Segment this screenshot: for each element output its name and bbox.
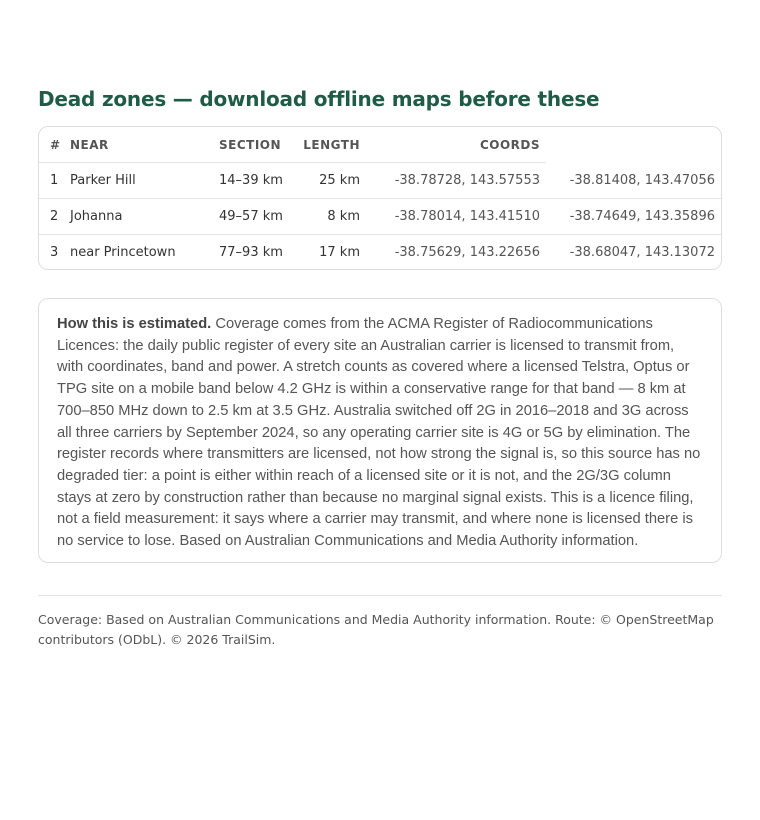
header-length: LENGTH [303, 127, 366, 163]
row-num: 1 [39, 163, 70, 199]
attribution-footer: Coverage: Based on Australian Communications and Media Authority information. Route: © OpenStreetMap contributors (ODbL). © 2026 TrailSim. [38, 612, 714, 647]
row-near: Johanna [70, 199, 219, 235]
header-coords: COORDS [366, 127, 546, 163]
row-coord-end: -38.81408, 143.47056 [569, 172, 715, 188]
row-coord-start: -38.78014, 143.41510 [366, 199, 546, 235]
row-length: 17 km [303, 235, 366, 271]
row-near: Parker Hill [70, 163, 219, 199]
row-section: 77–93 km [219, 235, 303, 271]
row-near: near Princetown [70, 235, 219, 271]
row-num: 3 [39, 235, 70, 271]
table-row [39, 163, 721, 199]
table-header-row [39, 127, 721, 163]
note-lead: How this is estimated. [57, 316, 212, 332]
row-section: 14–39 km [219, 163, 303, 199]
footer-divider [38, 595, 722, 596]
header-section: SECTION [219, 127, 303, 163]
table-row [39, 199, 721, 235]
row-coord-start: -38.78728, 143.57553 [366, 163, 546, 199]
row-num: 2 [39, 199, 70, 235]
table-row [39, 235, 721, 271]
estimation-note [38, 298, 722, 563]
row-length: 8 km [303, 199, 366, 235]
header-empty [546, 127, 721, 163]
page-title: Dead zones — download offline maps before these [38, 87, 600, 111]
row-section: 49–57 km [219, 199, 303, 235]
header-num: # [39, 127, 70, 163]
row-length: 25 km [303, 163, 366, 199]
dead-zones-table [38, 126, 722, 270]
row-coord-start: -38.75629, 143.22656 [366, 235, 546, 271]
row-coord-end: -38.68047, 143.13072 [546, 235, 721, 271]
note-body: Coverage comes from the ACMA Register of Radiocommunications Licences: the daily public register of every site an Australian carrier is licensed to transmit from, with coordinates, band and power. A stretch counts as covered where a licensed Telstra, Optus or TPG site on a mobile band below 4.2 GHz is within a conservative range for that band — 8 km at 700–850 MHz down to 2.5 km at 3.5 GHz. Australia switched off 2G in 2016–2018 and 3G across all three carriers by September 2024, so any operating carrier site is 4G or 5G by elimination. The register records where transmitters are licensed, not how strong the signal is, so this source has no degraded tier: a point is either within reach of a licensed site or it is not, and the 2G/3G column stays at zero by construction rather than because no marginal signal exists. This is a licence filing, not a field measurement: it says where a carrier may transmit, and where none is licensed there is no service to lose. Based on Australian Communications and Media Authority information. [57, 316, 701, 550]
row-coord-end: -38.74649, 143.35896 [546, 199, 721, 235]
header-near: NEAR [70, 127, 219, 163]
